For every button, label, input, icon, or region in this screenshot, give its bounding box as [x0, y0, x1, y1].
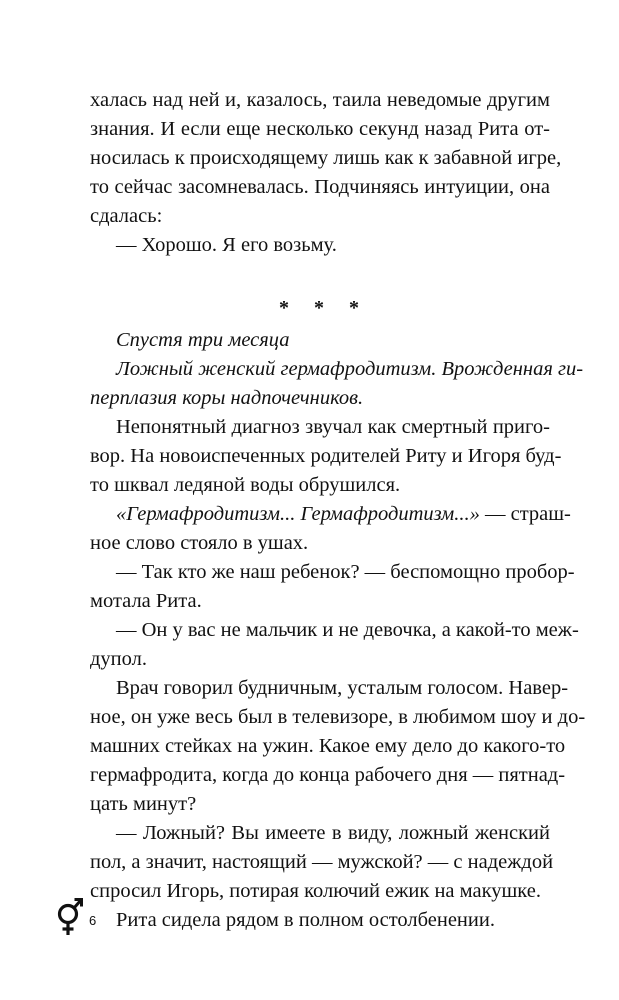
text-line: — Хорошо. Я его возьму.: [116, 234, 337, 256]
dialogue-line: — Он у вас не мальчик и не девочка, а какой-то меж-: [116, 619, 579, 641]
text-line: гермафродита, когда до конца рабочего дня — пятнад-: [90, 764, 566, 786]
text-line: Врач говорил будничным, усталым голосом. Навер-: [116, 677, 569, 699]
text-line: ное слово стояло в ушах.: [90, 532, 309, 554]
page-footer: [55, 896, 96, 938]
text-line: машних стейках на ужин. Какое ему дело до какого-то: [90, 735, 566, 757]
dialogue-line: — Ложный? Вы имеете в виду, ложный женский: [116, 822, 550, 844]
text-line: ное, он уже весь был в телевизоре, в любимом шоу и до-: [90, 706, 586, 728]
dialogue-line: пол, а значит, настоящий — мужской? — с надеждой: [90, 851, 554, 873]
section-heading: Спустя три месяца: [116, 329, 290, 351]
text-line: сдалась:: [90, 205, 163, 227]
section-separator: * * *: [279, 297, 369, 319]
text-line: халась над ней и, казалось, таила неведомые другим: [90, 89, 550, 111]
hermaphrodite-symbol-icon: [55, 896, 85, 938]
diagnosis-line: Ложный женский гермафродитизм. Врожденная ги-: [116, 358, 584, 380]
text-line: Непонятный диагноз звучал как смертный приго-: [116, 416, 550, 438]
quote-line: [90, 500, 571, 529]
quote-rest-text: — страш-: [479, 503, 571, 525]
diagnosis-line: перплазия коры надпочечников.: [90, 387, 364, 409]
text-line: цать минут?: [90, 793, 197, 815]
page-number: 6: [89, 912, 97, 928]
dialogue-line: — Так кто же наш ребенок? — беспомощно пробор-: [116, 561, 575, 583]
text-line: вор. На новоиспеченных родителей Риту и Игоря буд-: [90, 445, 562, 467]
text-line: то шквал ледяной воды обрушился.: [90, 474, 401, 496]
quote-italic-text: «Гермафродитизм... Гермафродитизм...»: [116, 503, 480, 525]
text-line: то сейчас засомневалась. Подчиняясь интуиции, она: [90, 176, 550, 198]
text-line: носилась к происходящему лишь как к забавной игре,: [90, 147, 562, 169]
dialogue-line: спросил Игорь, потирая колючий ежик на макушке.: [90, 880, 541, 902]
text-line: знания. И если еще несколько секунд назад Рита от-: [90, 118, 550, 140]
text-line: Рита сидела рядом в полном остолбенении.: [116, 909, 495, 931]
dialogue-line: дупол.: [90, 648, 147, 670]
dialogue-line: мотала Рита.: [90, 590, 202, 612]
spacer: [90, 260, 550, 294]
page-text: [90, 86, 586, 935]
